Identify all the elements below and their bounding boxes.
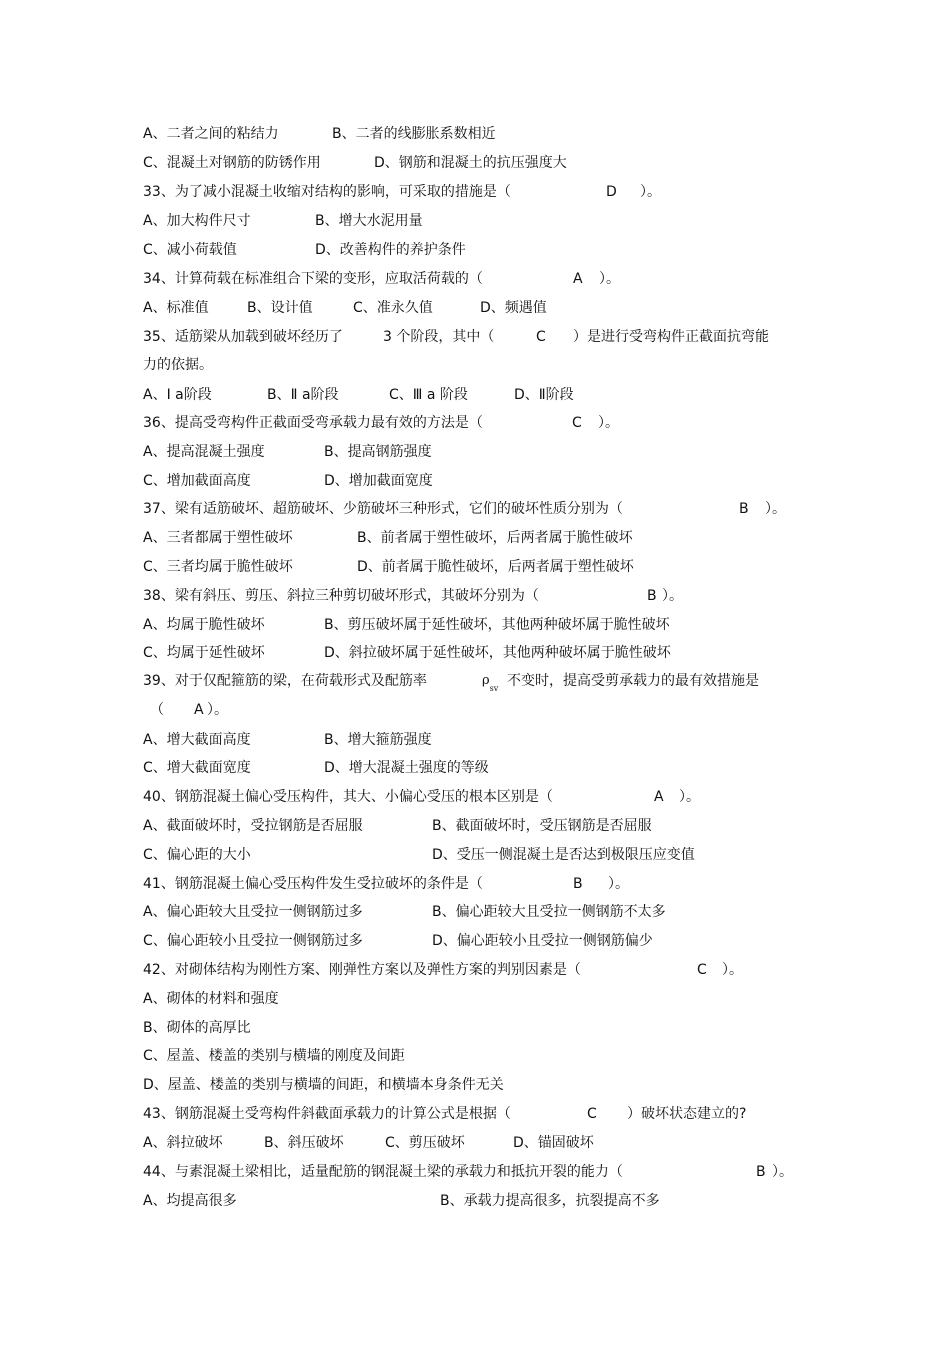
- option-text: D、钢筋和混凝土的抗压强度大: [374, 155, 567, 171]
- question-text: ）。: [207, 702, 228, 718]
- option-text: D、增大混凝土强度的等级: [324, 760, 489, 776]
- answer-letter: A: [573, 271, 583, 287]
- question-text: 43、钢筋混凝土受弯构件斜截面承载力的计算公式是根据（: [143, 1106, 511, 1122]
- option-text: B、砌体的高厚比: [143, 1020, 251, 1036]
- question-text: 33、为了减小混凝土收缩对结构的影响，可采取的措施是（: [143, 184, 511, 200]
- question-text: ）。: [679, 789, 700, 805]
- answer-letter: B: [573, 876, 583, 892]
- question-text: （: [150, 702, 164, 718]
- option-text: C、Ⅲ a 阶段: [389, 387, 468, 403]
- question-text: 34、计算荷载在标准组合下梁的变形，应取活荷载的（: [143, 271, 483, 287]
- question-text: 36、提高受弯构件正截面受弯承载力最有效的方法是（: [143, 415, 483, 431]
- option-text: A、斜拉破坏: [143, 1135, 223, 1151]
- option-text: C、剪压破坏: [385, 1135, 465, 1151]
- option-text: A、标准值: [143, 300, 209, 316]
- option-text: D、改善构件的养护条件: [315, 242, 466, 258]
- question-text: ）。: [608, 876, 629, 892]
- option-text: A、均属于脆性破坏: [143, 617, 265, 633]
- option-text: A、均提高很多: [143, 1193, 237, 1209]
- question-text: 44、与素混凝土梁相比，适量配筋的钢混凝土梁的承载力和抵抗开裂的能力（: [143, 1164, 623, 1180]
- question-text: ）。: [722, 962, 743, 978]
- option-text: B、剪压破坏属于延性破坏，其他两种破坏属于脆性破坏: [324, 617, 670, 633]
- option-text: A、偏心距较大且受拉一侧钢筋过多: [143, 904, 363, 920]
- question-text: 40、钢筋混凝土偏心受压构件，其大、小偏心受压的根本区别是（: [143, 789, 553, 805]
- answer-letter: B: [756, 1164, 766, 1180]
- answer-letter: B: [739, 501, 749, 517]
- question-text: 39、对于仅配箍筋的梁，在荷载形式及配筋率: [143, 673, 427, 689]
- option-text: D、屋盖、楼盖的类别与横墙的间距，和横墙本身条件无关: [143, 1077, 504, 1093]
- question-text: ）。: [640, 184, 661, 200]
- option-text: D、前者属于脆性破坏，后两者属于塑性破坏: [357, 559, 634, 575]
- answer-letter: C: [587, 1106, 597, 1122]
- answer-letter: C: [697, 962, 707, 978]
- option-text: C、准永久值: [353, 300, 433, 316]
- option-text: C、偏心距较小且受拉一侧钢筋过多: [143, 933, 363, 949]
- option-text: B、偏心距较大且受拉一侧钢筋不太多: [432, 904, 666, 920]
- option-text: B、斜压破坏: [264, 1135, 344, 1151]
- option-text: A、砌体的材料和强度: [143, 991, 279, 1007]
- option-text: C、三者均属于脆性破坏: [143, 559, 293, 575]
- option-text: B、Ⅱ a阶段: [267, 387, 339, 403]
- option-text: C、均属于延性破坏: [143, 645, 265, 661]
- question-text: ）。: [598, 415, 619, 431]
- option-text: B、前者属于塑性破坏，后两者属于脆性破坏: [357, 530, 633, 546]
- option-text: C、增加截面高度: [143, 473, 251, 489]
- question-text: ）破坏状态建立的?: [627, 1106, 747, 1122]
- answer-letter: C: [572, 415, 582, 431]
- option-text: B、二者的线膨胀系数相近: [332, 126, 496, 142]
- question-text: 38、梁有斜压、剪压、斜拉三种剪切破坏形式，其破坏分别为（: [143, 588, 539, 604]
- answer-letter: B: [647, 588, 657, 604]
- option-text: B、增大箍筋强度: [324, 732, 432, 748]
- option-text: C、减小荷载值: [143, 242, 237, 258]
- option-text: B、承载力提高很多，抗裂提高不多: [440, 1193, 660, 1209]
- question-text: ）。: [599, 271, 620, 287]
- question-text: ）。: [662, 588, 683, 604]
- answer-letter: D: [606, 184, 617, 200]
- question-text: 不变时，提高受剪承载力的最有效措施是: [507, 673, 759, 689]
- option-text: D、受压一侧混凝土是否达到极限压应变值: [432, 847, 695, 863]
- answer-letter: C: [536, 329, 546, 345]
- question-text: ）是进行受弯构件正截面抗弯能: [573, 329, 769, 345]
- question-text: ）。: [765, 501, 786, 517]
- option-text: D、Ⅱ阶段: [514, 387, 574, 403]
- option-text: B、截面破坏时，受压钢筋是否屈服: [432, 818, 652, 834]
- option-text: B、提高钢筋强度: [324, 444, 432, 460]
- option-text: A、二者之间的粘结力: [143, 126, 279, 142]
- option-text: C、偏心距的大小: [143, 847, 251, 863]
- option-text: C、混凝土对钢筋的防锈作用: [143, 155, 321, 171]
- option-text: D、增加截面宽度: [324, 473, 433, 489]
- answer-letter: A: [194, 702, 204, 718]
- option-text: A、三者都属于塑性破坏: [143, 530, 293, 546]
- option-text: D、频遇值: [480, 300, 547, 316]
- question-text: 41、钢筋混凝土偏心受压构件发生受拉破坏的条件是（: [143, 876, 483, 892]
- option-text: B、设计值: [247, 300, 313, 316]
- option-text: D、斜拉破坏属于延性破坏，其他两种破坏属于脆性破坏: [324, 645, 671, 661]
- option-text: B、增大水泥用量: [315, 213, 423, 229]
- answer-letter: A: [654, 789, 664, 805]
- stirrup-ratio-symbol: $\rho_{sv}$: [482, 673, 499, 693]
- question-text: 35、适筋梁从加载到破坏经历了: [143, 329, 343, 345]
- option-text: A、提高混凝土强度: [143, 444, 265, 460]
- question-text: 37、梁有适筋破坏、超筋破坏、少筋破坏三种形式，它们的破坏性质分别为（: [143, 501, 623, 517]
- question-text: 力的依据。: [143, 357, 213, 373]
- option-text: D、锚固破坏: [513, 1135, 594, 1151]
- question-text: ）。: [772, 1164, 793, 1180]
- option-text: A、加大构件尺寸: [143, 213, 251, 229]
- option-text: A、增大截面高度: [143, 732, 251, 748]
- option-text: C、增大截面宽度: [143, 760, 251, 776]
- option-text: A、截面破坏时，受拉钢筋是否屈服: [143, 818, 363, 834]
- option-text: A、Ⅰ a阶段: [143, 387, 212, 403]
- option-text: C、屋盖、楼盖的类别与横墙的刚度及间距: [143, 1048, 405, 1064]
- option-text: D、偏心距较小且受拉一侧钢筋偏少: [432, 933, 653, 949]
- question-text: 3 个阶段，其中（: [383, 329, 495, 345]
- question-text: 42、对砌体结构为刚性方案、刚弹性方案以及弹性方案的判别因素是（: [143, 962, 581, 978]
